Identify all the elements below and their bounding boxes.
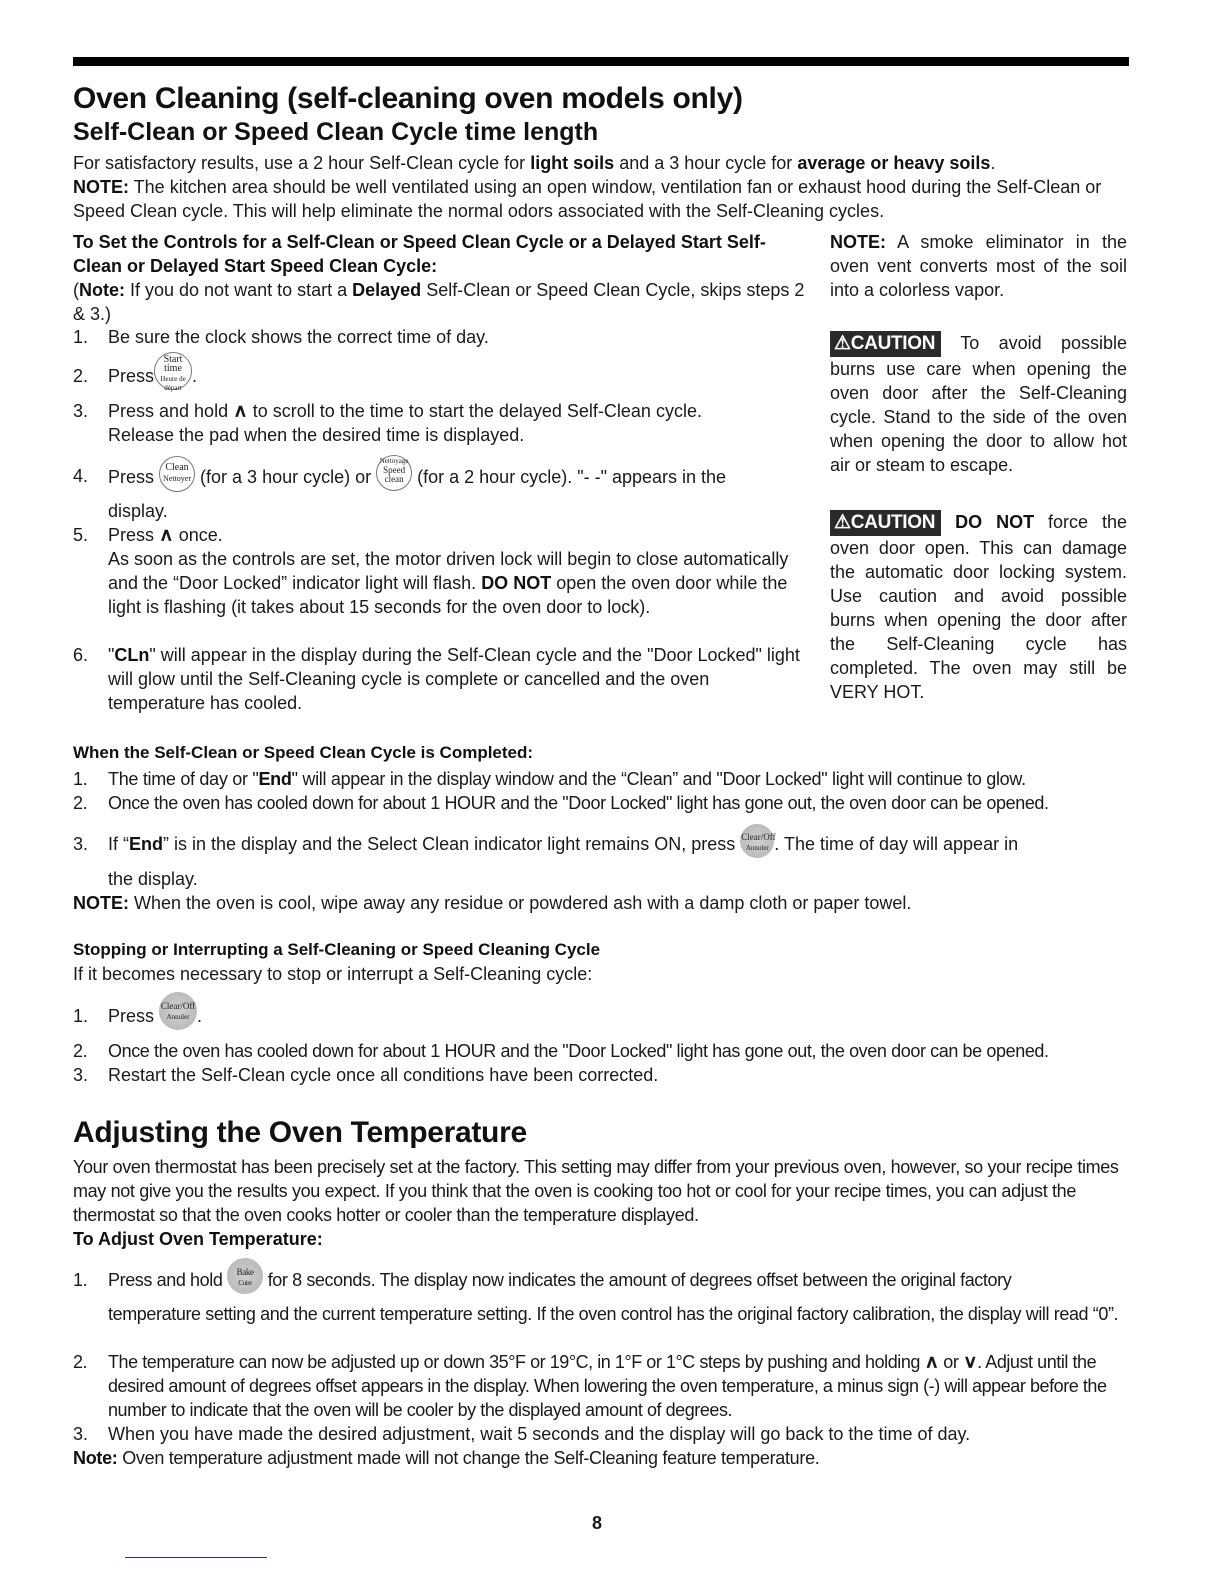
list-item: 3. Press and hold ∧ to scroll to the time to start the delayed Self-Clean cycle. Release the pad when the desired time is displayed. bbox=[73, 401, 702, 445]
adjust-heading: To Adjust Oven Temperature: bbox=[73, 1229, 323, 1249]
list-item: 2. Once the oven has cooled down for about 1 HOUR and the "Door Locked" light has gone out, the oven door can be opened. bbox=[73, 1041, 1049, 1061]
list-item: 3. Restart the Self-Clean cycle once all conditions have been corrected. bbox=[73, 1065, 659, 1085]
smoke-eliminator-note: NOTE: A smoke eliminator in the oven vent converts most of the soil into a colorless vapor. bbox=[830, 232, 1127, 300]
list-item: 6. "CLn" will appear in the display during the Self-Clean cycle and the "Door Locked" light will glow until the Self-Cleaning cycle is complete or cancelled and the oven temperature has cooled. bbox=[73, 645, 800, 713]
completed-note: NOTE: When the oven is cool, wipe away any residue or powdered ash with a damp cloth or paper towel. bbox=[73, 893, 912, 913]
page-number: 8 bbox=[592, 1513, 603, 1533]
list-item: 1. Press Clear/Off Annuler . bbox=[73, 1004, 473, 1034]
adjust-title: Adjusting the Oven Temperature bbox=[73, 1116, 527, 1149]
caution-burns: ⚠CAUTION To avoid possible burns use care when opening the oven door after the Self-Cleaning cycle. Stand to the side of the oven when opening the door to allow hot air or steam to escape. bbox=[830, 333, 1127, 476]
clear-off-pad-icon: Clear/Off Annuler bbox=[159, 992, 197, 1030]
list-item: 2. Press Start time Heure de départ . bbox=[73, 354, 198, 393]
up-arrow-icon: ∧ bbox=[159, 525, 174, 545]
speed-clean-pad-icon: Nettoyage Speed clean bbox=[376, 455, 412, 491]
clear-off-pad-icon: Clear/Off Annuler bbox=[740, 824, 774, 858]
header-rule bbox=[73, 57, 1129, 66]
completed-heading: When the Self-Clean or Speed Clean Cycle is Completed: bbox=[73, 743, 534, 762]
warning-triangle-icon: ⚠ bbox=[834, 512, 851, 534]
adjust-intro: Your oven thermostat has been precisely set at the factory. This setting may differ from your previous oven, however, so your recipe times may not give you the results you expect. If you think that the oven is cooking too hot or cool for your recipe times, you can adjust the thermostat so that the oven cooks hotter or cooler than the temperature displayed. bbox=[73, 1157, 1119, 1225]
page-title: Oven Cleaning (self-cleaning oven models only) bbox=[73, 82, 743, 115]
list-item: 1. Be sure the clock shows the correct time of day. bbox=[73, 327, 489, 347]
list-item: 5. Press ∧ once. As soon as the controls are set, the motor driven lock will begin to close automatically and the “Door Locked” indicator light will flash. DO NOT open the oven door while the light is flashing (it takes about 15 seconds for the oven door to lock). bbox=[73, 525, 789, 617]
intro-paragraph: For satisfactory results, use a 2 hour Self-Clean cycle for light soils and a 3 hour cycle for average or heavy soils. bbox=[73, 153, 996, 173]
stopping-intro: If it becomes necessary to stop or interrupt a Self-Cleaning cycle: bbox=[73, 964, 593, 984]
down-arrow-icon: ∨ bbox=[962, 1352, 978, 1372]
set-controls-heading: To Set the Controls for a Self-Clean or Speed Clean Cycle or a Delayed Start Self-Clean or Delayed Start Speed Clean Cycle: bbox=[73, 232, 766, 276]
bake-pad-icon: Bake Cuire bbox=[227, 1258, 263, 1294]
start-time-pad-icon: Start time Heure de départ bbox=[154, 352, 192, 390]
list-item: 2. Once the oven has cooled down for about 1 HOUR and the "Door Locked" light has gone out, the oven door can be opened. bbox=[73, 793, 1049, 813]
clean-pad-icon: Clean Nettoyer bbox=[159, 456, 195, 492]
caution-badge: ⚠CAUTION bbox=[830, 331, 941, 357]
list-item: 1. Press and hold Bake Cuire for 8 seconds. The display now indicates the amount of degrees offset between the original factory temperature setting and the current temperature setting. If the oven control has the original factory calibration, the display will read “0”. bbox=[73, 1268, 1133, 1352]
list-item: 3. When you have made the desired adjustment, wait 5 seconds and the display will go back to the time of day. bbox=[73, 1424, 971, 1444]
section-title: Self-Clean or Speed Clean Cycle time length bbox=[73, 118, 599, 146]
list-item: 4. Press Clean Nettoyer (for a 3 hour cycle) or Nettoyage Speed clean (for a 2 hour cycle). "- -" appears in the display. bbox=[73, 457, 727, 521]
stopping-heading: Stopping or Interrupting a Self-Cleaning or Speed Cleaning Cycle bbox=[73, 940, 601, 959]
set-controls-note: (Note: If you do not want to start a Delayed Self-Clean or Speed Clean Cycle, skips steps 2 & 3.) bbox=[73, 280, 805, 324]
up-arrow-icon: ∧ bbox=[924, 1352, 939, 1372]
adjust-note: Note: Oven temperature adjustment made will not change the Self-Cleaning feature temperature. bbox=[73, 1448, 820, 1468]
list-item: 2. The temperature can now be adjusted up or down 35°F or 19°C, in 1°F or 1°C steps by pushing and holding ∧ or ∨. Adjust until the desired amount of degrees offset appears in the display. When lowering the oven temperature, a minus sign (-) will appear before the number to indicate that the oven will be cooler by the displayed amount of degrees. bbox=[73, 1352, 1107, 1420]
list-item: 3. If “End” is in the display and the Select Clean indicator light remains ON, press Clear/Off Annuler . The time of day will appear in the display. bbox=[73, 832, 1133, 890]
list-item: 1. The time of day or "End" will appear in the display window and the “Clean” and "Door Locked" light will continue to glow. bbox=[73, 769, 1026, 789]
warning-triangle-icon: ⚠ bbox=[834, 333, 851, 355]
intro-note: NOTE: The kitchen area should be well ventilated using an open window, ventilation fan or exhaust hood during the Self-Clean or Speed Clean cycle. This will help eliminate the normal odors associated with the Self-Cleaning cycles. bbox=[73, 177, 1102, 221]
up-arrow-icon: ∧ bbox=[233, 401, 248, 421]
footer-rule bbox=[125, 1557, 267, 1558]
caution-badge: ⚠CAUTION bbox=[830, 510, 941, 536]
caution-door-force: ⚠CAUTION DO NOT force the oven door open. This can damage the automatic door locking system. Use caution and avoid possible burns when opening the door after the Self-Cleaning cycle has completed. The oven may still be VERY HOT. bbox=[830, 512, 1128, 703]
